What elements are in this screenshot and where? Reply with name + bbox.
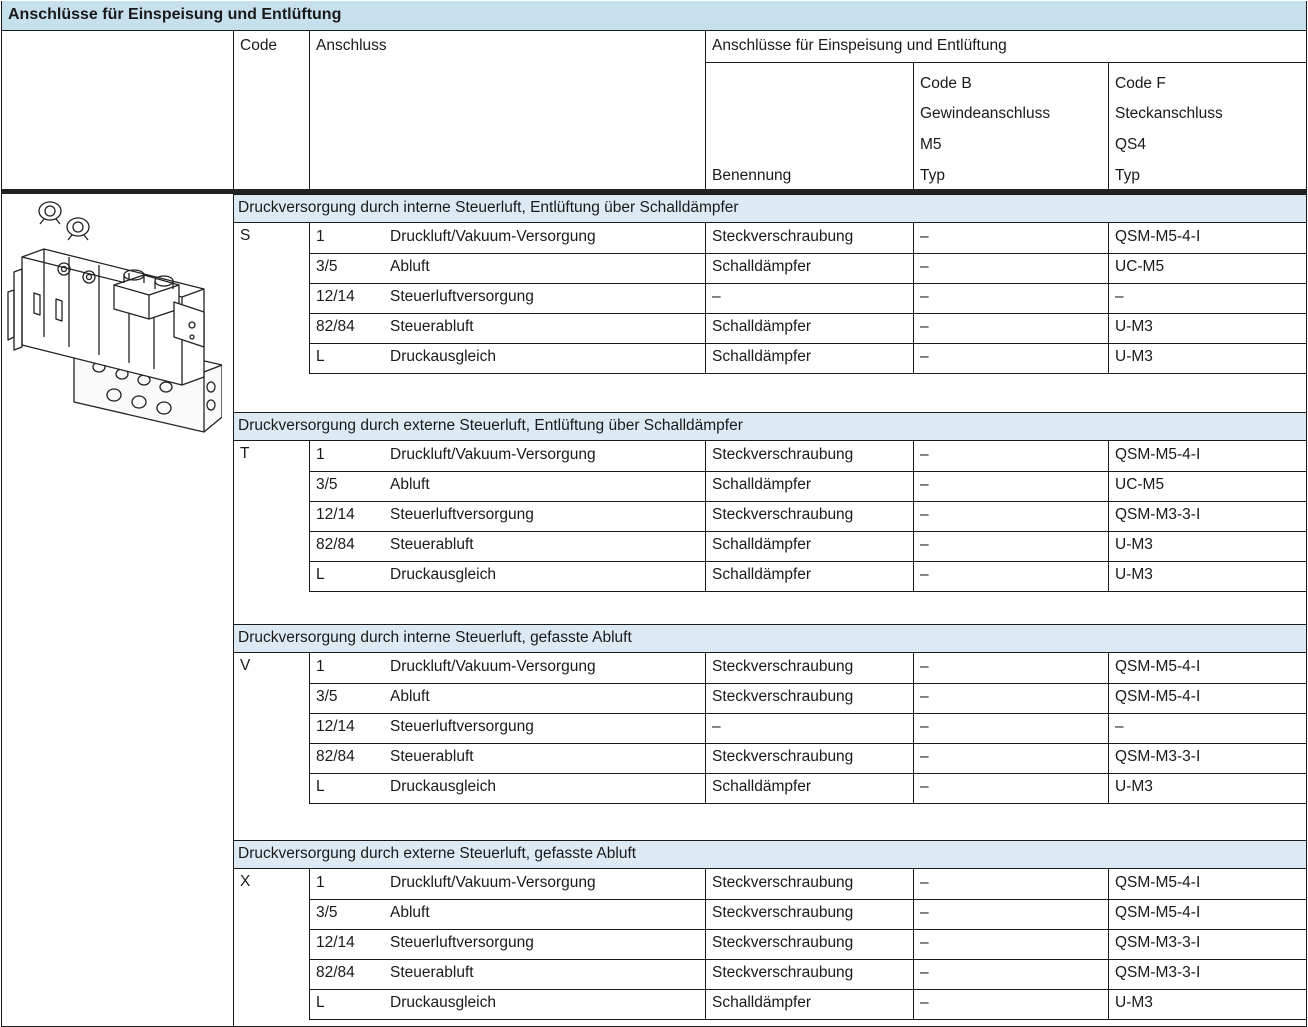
section-heading-text: Druckversorgung durch externe Steuerluft, Entlüftung über Schalldämpfer — [238, 417, 743, 434]
section-heading-text: Druckversorgung durch externe Steuerluft, gefasste Abluft — [238, 845, 637, 862]
port-number: 3/5 — [316, 476, 338, 493]
port-number: 3/5 — [316, 688, 338, 705]
section-code: V — [240, 657, 251, 674]
code-b-cell: – — [920, 228, 929, 245]
port-number: L — [316, 778, 325, 795]
code-b-cell: – — [920, 778, 929, 795]
port-number: L — [316, 566, 325, 583]
code-f-cell: U-M3 — [1115, 536, 1153, 553]
table-title: Anschlüsse für Einspeisung und Entlüftung — [8, 6, 342, 23]
port-number: 12/14 — [316, 718, 355, 735]
port-number: 12/14 — [316, 288, 355, 305]
code-f-cell: – — [1115, 288, 1124, 305]
code-f-cell: QSM-M3-3-I — [1115, 964, 1201, 981]
port-name: Steuerluftversorgung — [390, 506, 534, 523]
header-anschluss: Anschluss — [316, 37, 387, 54]
code-f-cell: U-M3 — [1115, 318, 1153, 335]
code-f-cell: QSM-M3-3-I — [1115, 934, 1201, 951]
benennung-cell: Steckverschraubung — [712, 446, 854, 463]
port-number: 82/84 — [316, 964, 355, 981]
code-f-cell: QSM-M5-4-I — [1115, 446, 1201, 463]
port-name: Druckausgleich — [390, 348, 496, 365]
benennung-cell: Steckverschraubung — [712, 748, 854, 765]
port-name: Druckluft/Vakuum-Versorgung — [390, 228, 596, 245]
code-f-cell: QSM-M5-4-I — [1115, 658, 1201, 675]
code-f-cell: U-M3 — [1115, 348, 1153, 365]
benennung-cell: Steckverschraubung — [712, 228, 854, 245]
code-b-cell: – — [920, 258, 929, 275]
benennung-cell: Schalldämpfer — [712, 476, 812, 493]
code-b-cell: – — [920, 348, 929, 365]
port-number: 3/5 — [316, 904, 338, 921]
port-name: Abluft — [390, 904, 430, 921]
section-heading-text: Druckversorgung durch interne Steuerluft, gefasste Abluft — [238, 629, 632, 646]
benennung-cell: Steckverschraubung — [712, 964, 854, 981]
benennung-cell: Steckverschraubung — [712, 688, 854, 705]
header-codeb-line2: Gewindeanschluss — [920, 105, 1051, 122]
port-name: Steuerabluft — [390, 536, 474, 553]
benennung-cell: Schalldämpfer — [712, 566, 812, 583]
port-name: Abluft — [390, 688, 430, 705]
port-name: Abluft — [390, 476, 430, 493]
code-f-cell: QSM-M5-4-I — [1115, 688, 1201, 705]
port-number: 82/84 — [316, 318, 355, 335]
code-b-cell: – — [920, 446, 929, 463]
header-codeb-line4: Typ — [920, 167, 945, 184]
code-f-cell: U-M3 — [1115, 778, 1153, 795]
port-name: Steuerluftversorgung — [390, 934, 534, 951]
code-b-cell: – — [920, 476, 929, 493]
benennung-cell: Schalldämpfer — [712, 318, 812, 335]
code-b-cell: – — [920, 874, 929, 891]
port-name: Steuerabluft — [390, 748, 474, 765]
section-heading — [233, 624, 1307, 653]
port-name: Abluft — [390, 258, 430, 275]
connection-table — [1, 1, 1307, 1027]
port-name: Druckluft/Vakuum-Versorgung — [390, 874, 596, 891]
port-name: Druckluft/Vakuum-Versorgung — [390, 658, 596, 675]
code-b-cell: – — [920, 964, 929, 981]
code-b-cell: – — [920, 904, 929, 921]
valve-terminal-illustration — [4, 197, 222, 437]
header-codef-line2: Steckanschluss — [1115, 105, 1223, 122]
port-number: 12/14 — [316, 934, 355, 951]
port-number: 1 — [316, 446, 325, 463]
header-codef-line1: Code F — [1115, 75, 1166, 92]
header-group: Anschlüsse für Einspeisung und Entlüftung — [712, 37, 1007, 54]
port-name: Steuerluftversorgung — [390, 718, 534, 735]
benennung-cell: Steckverschraubung — [712, 658, 854, 675]
benennung-cell: Schalldämpfer — [712, 348, 812, 365]
header-codeb-line1: Code B — [920, 75, 972, 92]
benennung-cell: Steckverschraubung — [712, 506, 854, 523]
port-name: Steuerabluft — [390, 964, 474, 981]
section-heading — [233, 840, 1307, 869]
benennung-cell: Schalldämpfer — [712, 778, 812, 795]
port-name: Druckausgleich — [390, 778, 496, 795]
code-f-cell: U-M3 — [1115, 566, 1153, 583]
section-heading — [233, 194, 1307, 223]
header-codef-line4: Typ — [1115, 167, 1140, 184]
port-number: L — [316, 994, 325, 1011]
port-number: 1 — [316, 874, 325, 891]
code-f-cell: QSM-M5-4-I — [1115, 874, 1201, 891]
code-b-cell: – — [920, 288, 929, 305]
port-name: Steuerabluft — [390, 318, 474, 335]
section-code: T — [240, 445, 250, 462]
port-name: Druckausgleich — [390, 994, 496, 1011]
code-b-cell: – — [920, 934, 929, 951]
port-number: 82/84 — [316, 536, 355, 553]
section-code: S — [240, 227, 251, 244]
benennung-cell: Schalldämpfer — [712, 536, 812, 553]
port-number: 82/84 — [316, 748, 355, 765]
benennung-cell: – — [712, 288, 721, 305]
code-f-cell: QSM-M5-4-I — [1115, 904, 1201, 921]
section-heading — [233, 412, 1307, 441]
port-number: 12/14 — [316, 506, 355, 523]
port-number: 1 — [316, 228, 325, 245]
code-b-cell: – — [920, 536, 929, 553]
port-number: L — [316, 348, 325, 365]
code-f-cell: – — [1115, 718, 1124, 735]
table-title-bar — [1, 1, 1307, 31]
port-number: 3/5 — [316, 258, 338, 275]
code-f-cell: QSM-M3-3-I — [1115, 506, 1201, 523]
benennung-cell: Schalldämpfer — [712, 258, 812, 275]
code-b-cell: – — [920, 994, 929, 1011]
code-b-cell: – — [920, 658, 929, 675]
code-b-cell: – — [920, 566, 929, 583]
benennung-cell: Schalldämpfer — [712, 994, 812, 1011]
code-b-cell: – — [920, 688, 929, 705]
code-b-cell: – — [920, 318, 929, 335]
code-f-cell: UC-M5 — [1115, 476, 1165, 493]
code-f-cell: UC-M5 — [1115, 258, 1165, 275]
code-b-cell: – — [920, 718, 929, 735]
port-name: Steuerluftversorgung — [390, 288, 534, 305]
benennung-cell: – — [712, 718, 721, 735]
header-benennung: Benennung — [712, 167, 792, 184]
code-f-cell: QSM-M5-4-I — [1115, 228, 1201, 245]
benennung-cell: Steckverschraubung — [712, 874, 854, 891]
header-codef-line3: QS4 — [1115, 136, 1147, 153]
header-code: Code — [240, 37, 278, 54]
section-heading-text: Druckversorgung durch interne Steuerluft, Entlüftung über Schalldämpfer — [238, 199, 739, 216]
code-f-cell: QSM-M3-3-I — [1115, 748, 1201, 765]
port-name: Druckluft/Vakuum-Versorgung — [390, 446, 596, 463]
port-number: 1 — [316, 658, 325, 675]
code-f-cell: U-M3 — [1115, 994, 1153, 1011]
port-name: Druckausgleich — [390, 566, 496, 583]
code-b-cell: – — [920, 506, 929, 523]
code-b-cell: – — [920, 748, 929, 765]
header-codeb-line3: M5 — [920, 136, 942, 153]
benennung-cell: Steckverschraubung — [712, 934, 854, 951]
section-code: X — [240, 873, 251, 890]
benennung-cell: Steckverschraubung — [712, 904, 854, 921]
